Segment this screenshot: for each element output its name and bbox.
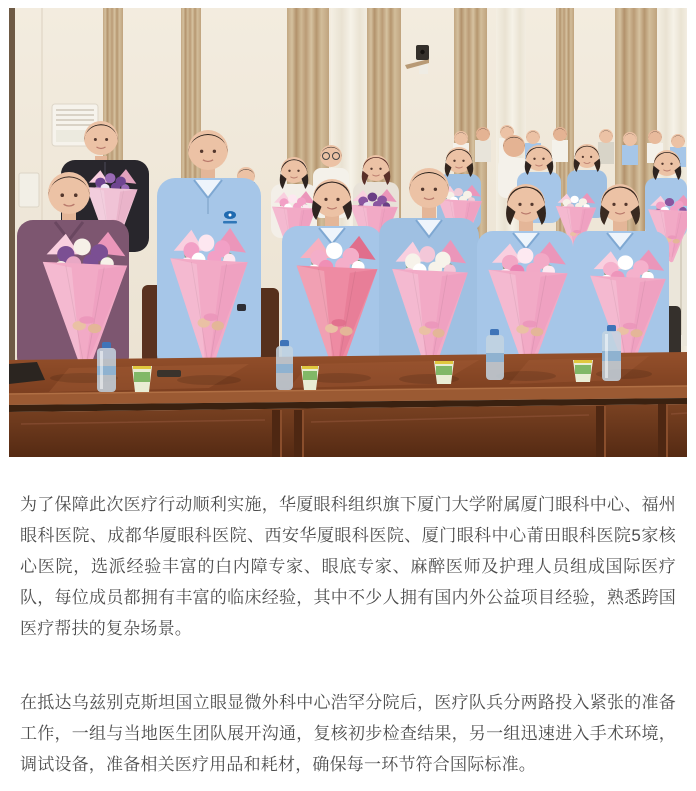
paper-cup	[434, 361, 454, 384]
water-bottle	[276, 340, 293, 390]
paper-cup	[573, 360, 593, 382]
remote-control	[157, 370, 181, 377]
water-bottle	[97, 342, 116, 392]
paper-cup	[301, 366, 319, 390]
news-photo-illustration	[9, 8, 687, 457]
water-bottle	[486, 329, 504, 380]
polo-logo-icon	[223, 211, 237, 224]
news-photo	[9, 8, 687, 457]
water-bottle	[602, 325, 621, 381]
paper-cup	[132, 366, 152, 392]
article-paragraph-1: 为了保障此次医疗行动顺利实施，华厦眼科组织旗下厦门大学附属厦门眼科中心、福州眼科医院、成都华厦眼科医院、西安华厦眼科医院、厦门眼科中心莆田眼科医院5家核心医院，选派经验丰富的白内障专家、眼底专家、麻醉医师及护理人员组成国际医疗队，每位成员都拥有丰富的临床经验，其中不少人拥有国内外公益项目经验，熟悉跨国医疗帮扶的复杂场景。	[20, 495, 676, 638]
article-paragraph-2: 在抵达乌兹别克斯坦国立眼显微外科中心浩罕分院后，医疗队兵分两路投入紧张的准备工作，一组与当地医生团队展开沟通，复核初步检查结果，另一组迅速进入手术环境，调试设备，准备相关医疗用品和耗材，确保每一环节符合国际标准。	[20, 693, 676, 774]
article-body	[9, 489, 687, 780]
